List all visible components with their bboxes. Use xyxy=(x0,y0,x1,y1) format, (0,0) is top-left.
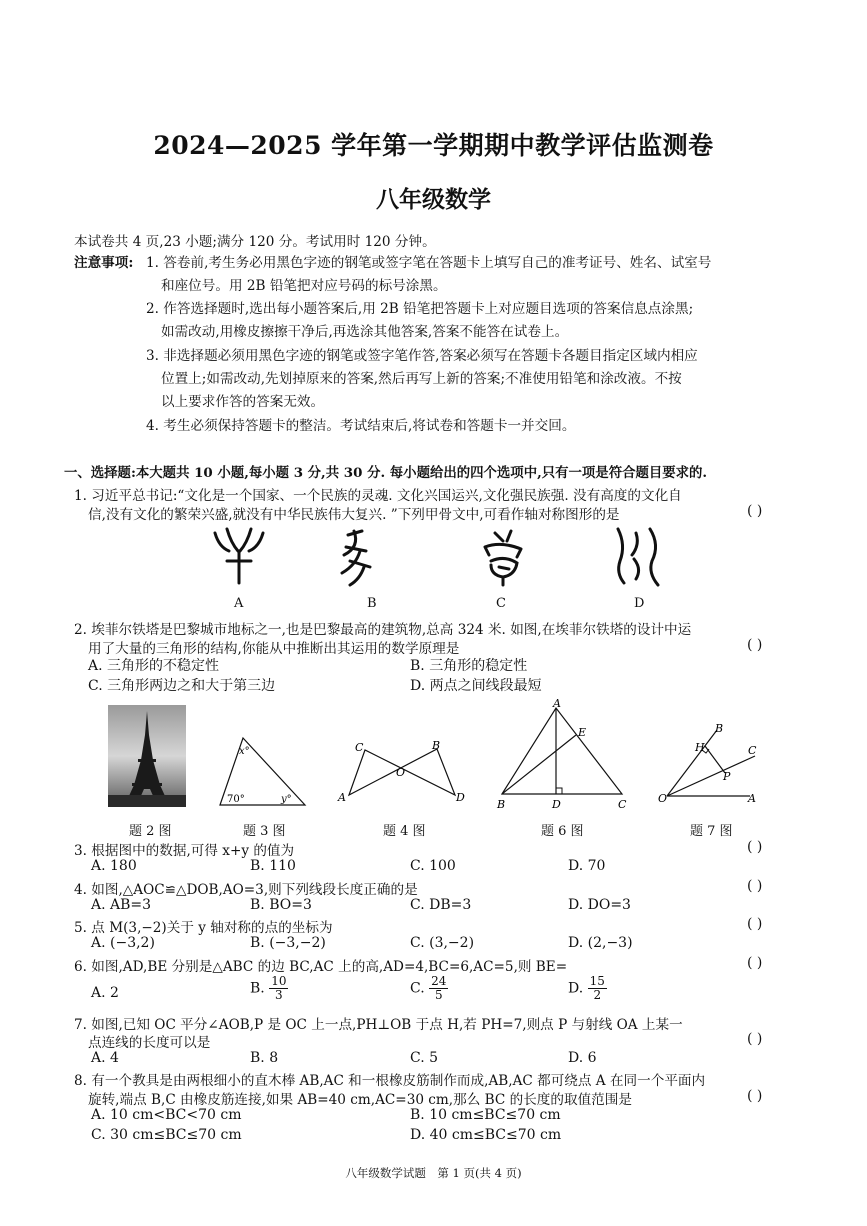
answer-paren: ( ) xyxy=(747,955,763,971)
q2-option: D. 两点之间线段最短 xyxy=(410,678,542,694)
svg-text:B: B xyxy=(497,798,506,810)
exam-subtitle: 八年级数学 xyxy=(376,186,491,213)
q2-option: A. 三角形的不稳定性 xyxy=(88,658,220,674)
svg-text:H: H xyxy=(695,741,705,754)
q6-option-a: A. 2 xyxy=(91,985,119,1001)
answer-paren: ( ) xyxy=(747,839,763,855)
note-line: 4. 考生必须保持答题卡的整洁。考试结束后,将试卷和答题卡一并交回。 xyxy=(146,418,576,434)
svg-text:C: C xyxy=(618,798,627,810)
note-line: 2. 作答选择题时,选出每小题答案后,用 2B 铅笔把答题卡上对应题目选项的答案信息点涂黑; xyxy=(146,301,694,317)
q1-option-label: C xyxy=(496,596,506,611)
answer-paren: ( ) xyxy=(747,878,763,894)
fig3-x-angle: x° xyxy=(239,746,250,757)
q8-option: D. 40 cm≤BC≤70 cm xyxy=(410,1127,562,1143)
q1-stem: 信,没有文化的繁荣兴盛,就没有中华民族伟大复兴. ”下列甲骨文中,可看作轴对称图形的是 xyxy=(88,507,620,523)
q7-option: C. 5 xyxy=(410,1050,439,1066)
q1-option-label: B xyxy=(367,596,377,611)
svg-text:D: D xyxy=(552,798,561,810)
svg-text:D: D xyxy=(456,791,465,804)
notes-label: 注意事项: xyxy=(74,255,134,271)
q5-option: C. (3,−2) xyxy=(410,935,475,951)
q8-stem: 旋转,端点 B,C 由橡皮筋连接,如果 AB=40 cm,AC=30 cm,那么 BC 的长度的取值范围是 xyxy=(88,1092,632,1108)
q2-stem: 2. 埃菲尔铁塔是巴黎城市地标之一,也是巴黎最高的建筑物,总高 324 米. 如图,在埃菲尔铁塔的设计中运 xyxy=(74,622,692,638)
answer-paren: ( ) xyxy=(747,1088,763,1104)
figure-6-triangle xyxy=(492,698,637,810)
exam-title: 2024—2025 学年第一学期期中教学评估监测卷 xyxy=(153,131,714,160)
svg-text:O: O xyxy=(658,792,668,805)
svg-text:C: C xyxy=(355,741,364,754)
q3-option: B. 110 xyxy=(250,858,296,874)
q6-option-d: D. $\frac{15}{2}$ xyxy=(568,974,605,1002)
svg-text:P: P xyxy=(723,770,731,783)
q6-option-c: C. $\frac{24}{5}$ xyxy=(410,974,447,1002)
svg-text:A: A xyxy=(553,698,561,710)
figure-caption: 题 2 图 xyxy=(129,824,172,839)
q7-stem: 7. 如图,已知 OC 平分∠AOB,P 是 OC 上一点,PH⊥OB 于点 H,若 PH=7,则点 P 与射线 OA 上某一 xyxy=(74,1017,683,1033)
svg-text:A: A xyxy=(748,792,756,805)
q5-stem: 5. 点 M(3,−2)关于 y 轴对称的点的坐标为 xyxy=(74,920,333,936)
answer-paren: ( ) xyxy=(747,1031,763,1047)
fraction: $\frac{15}{2}$ xyxy=(589,974,605,1002)
svg-text:C: C xyxy=(748,744,757,757)
note-line: 和座位号。用 2B 铅笔把对应号码的标号涂黑。 xyxy=(161,278,447,294)
q7-stem: 点连线的长度可以是 xyxy=(88,1035,211,1051)
note-line: 1. 答卷前,考生务必用黑色字迹的钢笔或签字笔在答题卡上填写自己的准考证号、姓名、试室号 xyxy=(146,255,712,271)
section-heading: 一、选择题:本大题共 10 小题,每小题 3 分,共 30 分. 每小题给出的四个选项中,只有一项是符合题目要求的. xyxy=(64,465,708,481)
q2-stem: 用了大量的三角形的结构,你能从中推断出其运用的数学原理是 xyxy=(88,641,460,657)
q1-stem: 1. 习近平总书记:“文化是一个国家、一个民族的灵魂. 文化兴国运兴,文化强民族强. 没有高度的文化自 xyxy=(74,488,682,504)
figure-caption: 题 4 图 xyxy=(383,824,426,839)
q8-option: A. 10 cm<BC<70 cm xyxy=(91,1107,242,1123)
q4-option: B. BO=3 xyxy=(250,897,312,913)
note-line: 如需改动,用橡皮擦擦干净后,再选涂其他答案,答案不能答在试卷上。 xyxy=(161,324,569,340)
q4-option: C. DB=3 xyxy=(410,897,472,913)
figure-caption: 题 6 图 xyxy=(541,824,584,839)
q5-option: B. (−3,−2) xyxy=(250,935,326,951)
q4-option: D. DO=3 xyxy=(568,897,631,913)
glyph-d-icon xyxy=(618,529,658,585)
glyph-a-icon xyxy=(215,529,263,583)
q3-stem: 3. 根据图中的数据,可得 x+y 的值为 xyxy=(74,843,295,859)
q7-option: B. 8 xyxy=(250,1050,279,1066)
page-footer: 八年级数学试题 第 1 页(共 4 页) xyxy=(345,1166,522,1180)
figure-caption: 题 7 图 xyxy=(690,824,733,839)
fig3-70-angle: 70° xyxy=(227,794,245,805)
q4-option: A. AB=3 xyxy=(91,897,152,913)
svg-text:O: O xyxy=(396,766,406,779)
q4-stem: 4. 如图,△AOC≌△DOB,AO=3,则下列线段长度正确的是 xyxy=(74,882,418,898)
q5-option: D. (2,−3) xyxy=(568,935,633,951)
q6-option-b: B. $\frac{10}{3}$ xyxy=(250,974,287,1002)
fraction: $\frac{10}{3}$ xyxy=(271,974,287,1002)
figure-3-triangle xyxy=(215,730,310,810)
exam-intro: 本试卷共 4 页,23 小题;满分 120 分。考试用时 120 分钟。 xyxy=(74,234,436,250)
q3-option: C. 100 xyxy=(410,858,456,874)
fraction: $\frac{24}{5}$ xyxy=(431,974,447,1002)
figure-4-bowtie xyxy=(335,735,470,805)
q8-option: B. 10 cm≤BC≤70 cm xyxy=(410,1107,561,1123)
q2-option: C. 三角形两边之和大于第三边 xyxy=(88,678,276,694)
note-line: 位置上;如需改动,先划掉原来的答案,然后再写上新的答案;不准使用铅笔和涂改液。不按 xyxy=(161,371,682,387)
svg-text:B: B xyxy=(715,722,724,735)
fig3-y-angle: y° xyxy=(281,794,292,805)
note-line: 3. 非选择题必须用黑色字迹的钢笔或签字笔作答,答案必须写在答题卡各题目指定区域内相应 xyxy=(146,348,698,364)
q3-option: A. 180 xyxy=(91,858,137,874)
figure-caption: 题 3 图 xyxy=(243,824,286,839)
q3-option: D. 70 xyxy=(568,858,606,874)
q6-stem: 6. 如图,AD,BE 分别是△ABC 的边 BC,AC 上的高,AD=4,BC=6,AC=5,则 BE= xyxy=(74,959,568,975)
q5-option: A. (−3,2) xyxy=(91,935,155,951)
svg-text:E: E xyxy=(578,726,587,739)
glyph-c-icon xyxy=(485,531,521,585)
q1-option-label: D xyxy=(634,596,645,611)
q7-option: D. 6 xyxy=(568,1050,597,1066)
q8-option: C. 30 cm≤BC≤70 cm xyxy=(91,1127,242,1143)
oracle-glyphs xyxy=(205,525,685,590)
answer-paren: ( ) xyxy=(747,503,763,519)
svg-text:B: B xyxy=(432,739,441,752)
glyph-b-icon xyxy=(342,531,370,585)
eiffel-tower-photo xyxy=(108,705,186,807)
note-line: 以上要求作答的答案无效。 xyxy=(161,394,325,410)
q7-option: A. 4 xyxy=(91,1050,119,1066)
answer-paren: ( ) xyxy=(747,916,763,932)
q8-stem: 8. 有一个教具是由两根细小的直木棒 AB,AC 和一根橡皮筋制作而成,AB,AC 都可绕点 A 在同一个平面内 xyxy=(74,1073,706,1089)
figure-7-angle xyxy=(655,718,770,808)
answer-paren: ( ) xyxy=(747,637,763,653)
q1-option-label: A xyxy=(234,596,244,611)
svg-text:A: A xyxy=(338,791,346,804)
q2-option: B. 三角形的稳定性 xyxy=(410,658,528,674)
